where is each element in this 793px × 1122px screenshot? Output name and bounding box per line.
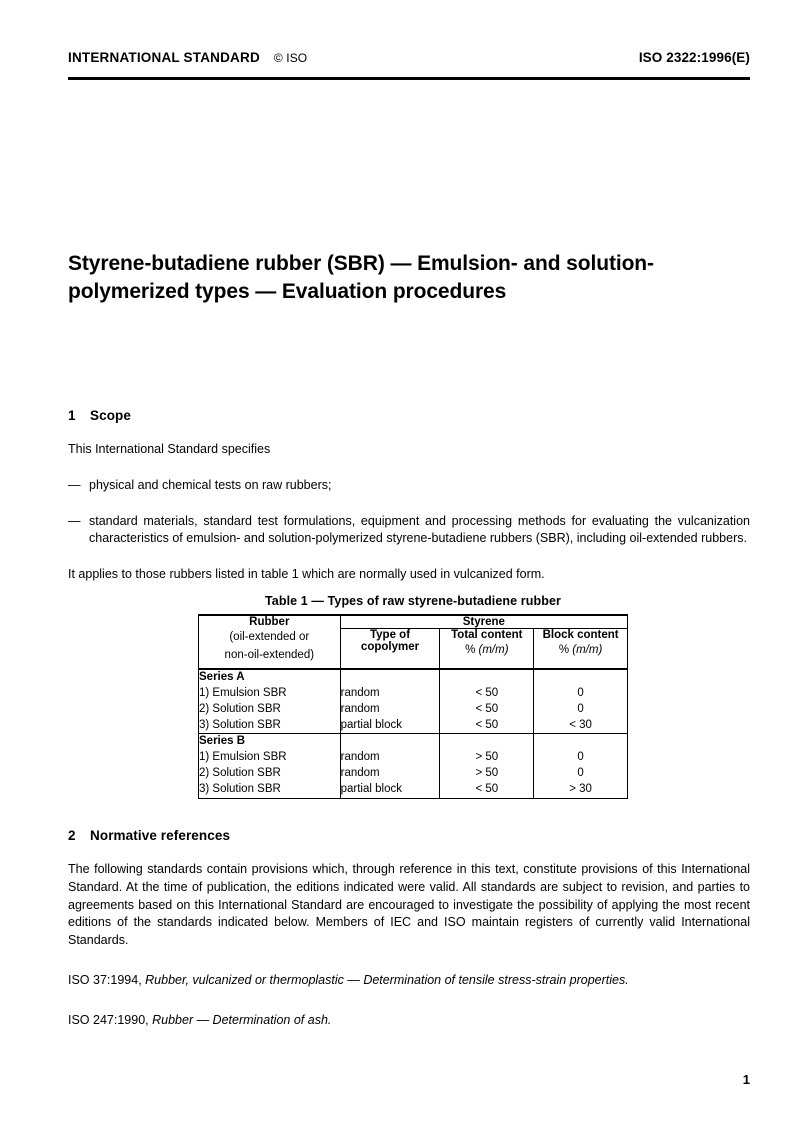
th-total-content — [440, 629, 534, 670]
bullet-dash-2: — — [68, 513, 81, 528]
series-a-block-1: 0 — [577, 686, 584, 699]
section-heading-normative-references — [68, 828, 750, 843]
bullet-dash-1: — — [68, 477, 81, 492]
th-rubber-label: Rubber — [249, 616, 290, 628]
bullet-text-2: standard materials, standard test formulations, equipment and processing methods for evaluating the vulcanization characteristics of emulsion- and solution-polymerized styrene-butadiene rubbers (SBR), including oil-extended rubbers. — [89, 513, 750, 546]
table-row — [199, 734, 628, 798]
series-a-type-3: partial block — [340, 718, 402, 731]
th-rubber-sub-2: non-oil-extended) — [224, 648, 315, 661]
series-a-block-3: < 30 — [569, 718, 592, 731]
table-1 — [198, 614, 628, 799]
reference-2-title: Rubber — Determination of ash. — [152, 1012, 332, 1027]
section-number-scope: 1 — [68, 408, 76, 423]
series-b-block-3: > 30 — [569, 783, 592, 796]
series-a-label: Series A — [199, 671, 245, 683]
reference-entry-2 — [68, 1012, 750, 1030]
th-total-unit-mm: (m/m) — [478, 644, 509, 656]
th-block-content — [534, 629, 628, 670]
series-a-type-2: random — [340, 702, 380, 715]
table-1-head — [199, 615, 628, 669]
reference-entry-1 — [68, 972, 750, 990]
th-total-content-unit — [440, 641, 533, 656]
series-b-total-2: > 50 — [475, 767, 499, 780]
document-body — [68, 408, 750, 584]
series-b-item-1: 1) Emulsion SBR — [199, 751, 287, 764]
table-1-body — [199, 669, 628, 798]
scope-bullet-2 — [68, 513, 750, 549]
series-b-label: Series B — [199, 735, 246, 748]
cell-block-series-b — [534, 734, 628, 798]
cell-type-series-b — [340, 734, 440, 798]
th-type-line-2: copolymer — [360, 641, 420, 653]
series-b-block-2: 0 — [577, 767, 584, 780]
section-heading-scope — [68, 408, 750, 423]
th-rubber — [199, 615, 341, 669]
th-rubber-sub-1: (oil-extended or — [229, 631, 310, 643]
th-block-content-label: Block content — [542, 629, 619, 641]
table-row — [199, 669, 628, 734]
series-a-block-2: 0 — [577, 702, 584, 715]
header-divider-rule — [68, 77, 750, 80]
th-type-line-1: Type of — [369, 629, 411, 641]
header-title: INTERNATIONAL STANDARD — [68, 50, 260, 65]
section-title-scope: Scope — [90, 408, 132, 423]
series-b-item-3: 3) Solution SBR — [199, 783, 281, 796]
cell-total-series-b — [440, 734, 534, 798]
series-a-item-1: 1) Emulsion SBR — [199, 686, 287, 699]
cell-rubber-series-a — [199, 669, 341, 734]
series-b-block-1: 0 — [577, 751, 584, 764]
standard-reference: ISO 2322:1996(E) — [638, 50, 750, 65]
section-number-normative-references: 2 — [68, 828, 76, 843]
running-header-left — [68, 50, 307, 65]
normative-references-block — [68, 828, 750, 1029]
table-head-row-1 — [199, 615, 628, 629]
cell-rubber-series-b — [199, 734, 341, 798]
th-total-content-label: Total content — [451, 629, 523, 641]
th-block-unit-mm: (m/m) — [572, 644, 603, 656]
series-b-type-1: random — [340, 751, 380, 764]
page-number: 1 — [742, 1072, 750, 1087]
series-a-total-3: < 50 — [475, 718, 499, 731]
series-a-total-2: < 50 — [475, 702, 499, 715]
page-title: Styrene-butadiene rubber (SBR) — Emulsion- and solution-polymerized types — Evaluation procedures — [68, 252, 654, 303]
bullet-text-1: physical and chemical tests on raw rubbers; — [89, 477, 332, 492]
series-b-total-3: < 50 — [475, 783, 499, 796]
series-b-type-3: partial block — [340, 783, 402, 796]
table-1-caption: Table 1 — Types of raw styrene-butadiene rubber — [265, 594, 561, 608]
scope-intro-text: This International Standard specifies — [68, 442, 271, 456]
cell-type-series-a — [340, 669, 440, 734]
scope-bullet-1 — [68, 477, 750, 495]
th-type-of-copolymer — [340, 629, 440, 670]
table-1-block — [198, 594, 628, 799]
series-b-item-2: 2) Solution SBR — [199, 767, 281, 780]
series-a-total-1: < 50 — [475, 686, 499, 699]
series-b-total-1: > 50 — [475, 751, 499, 764]
series-a-type-1: random — [340, 686, 380, 699]
th-block-content-unit — [534, 641, 627, 656]
cell-block-series-a — [534, 669, 628, 734]
reference-1-number: ISO 37:1994, — [68, 972, 142, 987]
reference-2-number: ISO 247:1990, — [68, 1012, 149, 1027]
th-styrene: Styrene — [340, 615, 627, 629]
section-title-normative-references: Normative references — [90, 828, 231, 843]
iso-copyright-mark: © ISO — [273, 51, 308, 65]
th-block-unit-pct: % — [558, 644, 570, 656]
series-b-type-2: random — [340, 767, 380, 780]
reference-1-title: Rubber, vulcanized or thermoplastic — Determination of tensile stress-strain properties. — [145, 972, 629, 987]
scope-closing-text: It applies to those rubbers listed in table 1 which are normally used in vulcanized form. — [68, 567, 545, 581]
series-a-item-3: 3) Solution SBR — [199, 718, 281, 731]
running-header — [68, 50, 750, 65]
th-total-unit-pct: % — [465, 644, 476, 656]
cell-total-series-a — [440, 669, 534, 734]
normative-references-paragraph: The following standards contain provisions which, through reference in this text, constitute provisions of this International Standard. At the time of publication, the editions indicated were valid. All standards are subject to revision, and parties to agreements based on this International Standard are encouraged to investigate the possibility of applying the most recent editions of the standards indicated below. Members of IEC and ISO maintain registers of currently valid International Standards. — [68, 862, 750, 947]
series-a-item-2: 2) Solution SBR — [199, 702, 281, 715]
